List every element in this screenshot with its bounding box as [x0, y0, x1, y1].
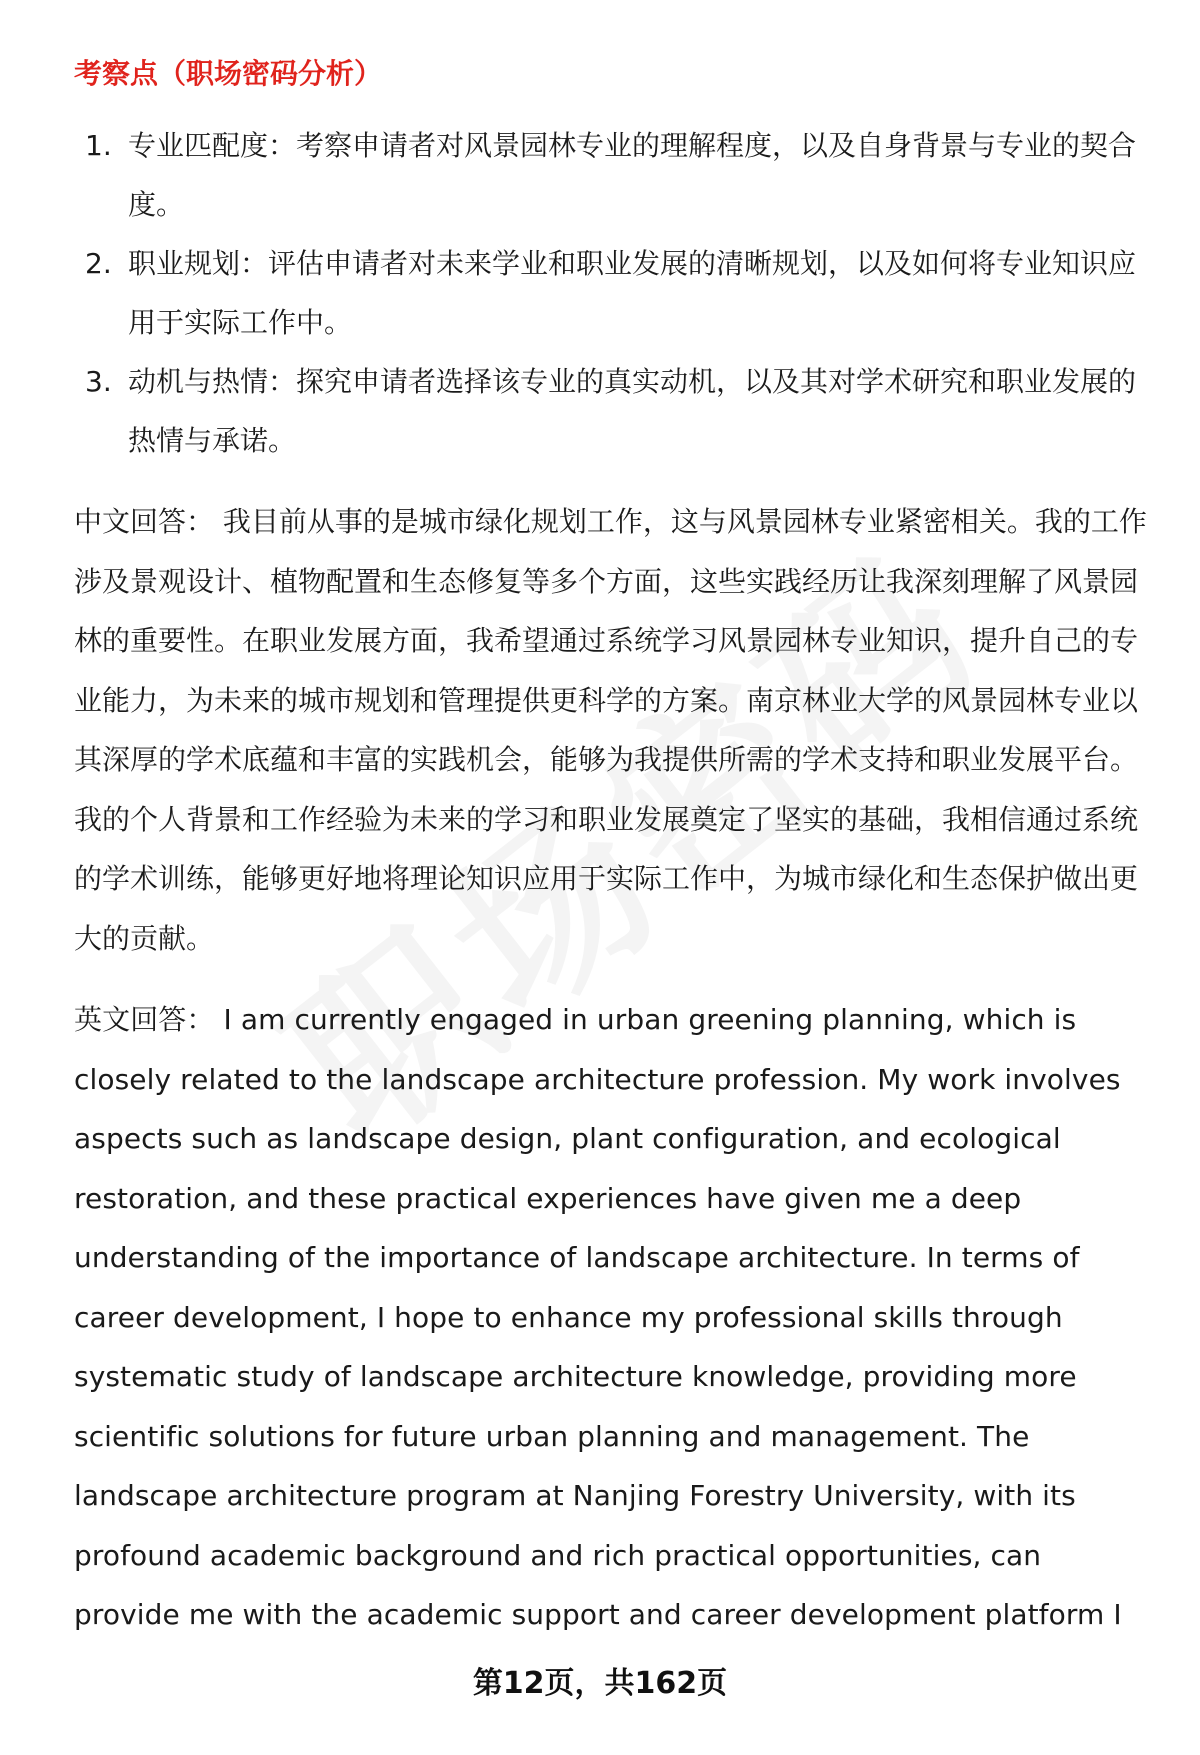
- list-item-number: 2.: [85, 247, 112, 280]
- assessment-points-list: [74, 116, 1154, 470]
- chinese-answer-text: 我目前从事的是城市绿化规划工作，这与风景园林专业紧密相关。我的工作涉及景观设计、植物配置和生态修复等多个方面，这些实践经历让我深刻理解了风景园林的重要性。在职业发展方面，我希望通过系统学习风景园林专业知识，提升自己的专业能力，为未来的城市规划和管理提供更科学的方案。南京林业大学的风景园林专业以其深厚的学术底蕴和丰富的实践机会，能够为我提供所需的学术支持和职业发展平台。我的个人背景和工作经验为未来的学习和职业发展奠定了坚实的基础，我相信通过系统的学术训练，能够更好地将理论知识应用于实际工作中，为城市绿化和生态保护做出更大的贡献。: [74, 505, 1147, 955]
- list-item-text: 职业规划：评估申请者对未来学业和职业发展的清晰规划，以及如何将专业知识应用于实际工作中。: [128, 247, 1137, 339]
- chinese-answer-paragraph: [74, 492, 1154, 968]
- list-item-number: 3.: [85, 365, 112, 398]
- page-number-footer: 第12页，共162页: [472, 1666, 728, 1701]
- page-content: [74, 54, 1154, 1645]
- list-item-number: 1.: [85, 129, 112, 162]
- list-item-text: 专业匹配度：考察申请者对风景园林专业的理解程度，以及自身背景与专业的契合度。: [128, 129, 1137, 221]
- english-answer-text: I am currently engaged in urban greening planning, which is closely related to the landscape architecture profession. My work involves aspects such as landscape design, plant configuration, and ecological restoration, and these practical experiences have given me a deep understanding of the importance of landscape architecture. In terms of career development, I hope to enhance my professional skills through systematic study of landscape architecture knowledge, providing more scientific solutions for future urban planning and management. The landscape architecture program at Nanjing Forestry University, with its profound academic background and rich practical opportunities, can provide me with the academic support and career development platform I: [74, 1003, 1122, 1631]
- list-item: [74, 116, 1154, 234]
- list-item: [74, 234, 1154, 352]
- list-item-text: 动机与热情：探究申请者选择该专业的真实动机，以及其对学术研究和职业发展的热情与承诺。: [128, 365, 1137, 457]
- chinese-answer-label: 中文回答：: [74, 505, 215, 538]
- english-answer-paragraph: [74, 990, 1154, 1645]
- english-answer-label: 英文回答：: [74, 1003, 215, 1036]
- list-item: [74, 352, 1154, 470]
- section-title: 考察点（职场密码分析）: [74, 57, 383, 90]
